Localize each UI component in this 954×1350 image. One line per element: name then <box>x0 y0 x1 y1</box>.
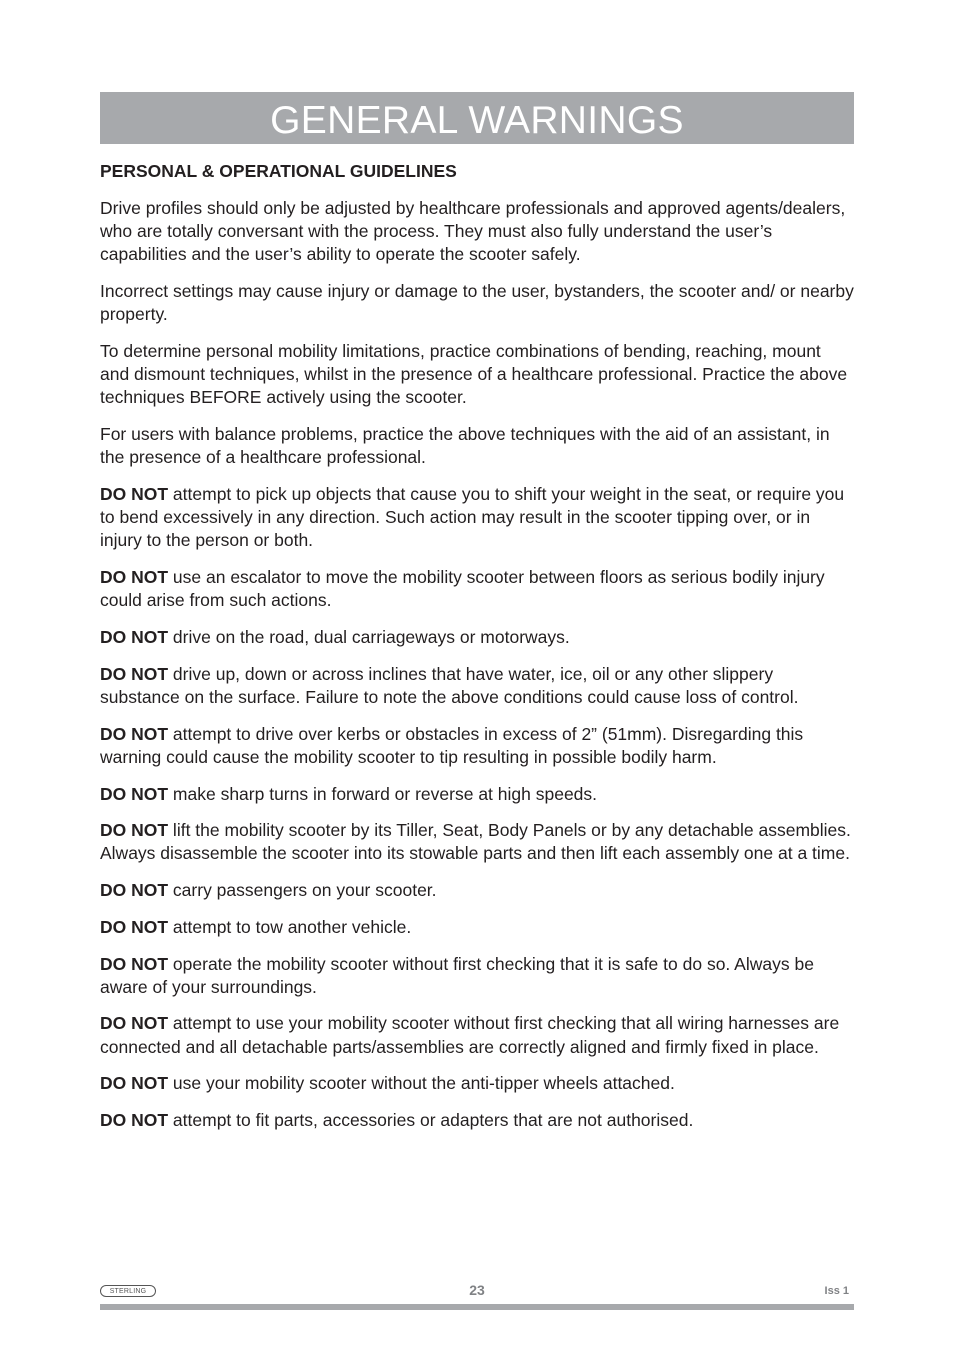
page-number: 23 <box>469 1282 485 1298</box>
warning-prefix: DO NOT <box>100 1013 169 1034</box>
warning-prefix: DO NOT <box>100 1110 169 1131</box>
title-banner <box>100 92 854 144</box>
warning-item <box>100 916 854 939</box>
warning-prefix: DO NOT <box>100 916 169 937</box>
warning-item <box>100 663 854 709</box>
warning-item <box>100 879 854 902</box>
warning-text: use an escalator to move the mobility scooter between floors as serious bodily injury could arise from such actions. <box>100 567 825 611</box>
warning-prefix: DO NOT <box>100 484 169 505</box>
warning-text: attempt to drive over kerbs or obstacles in excess of 2” (51mm). Disregarding this warning could cause the mobility scooter to tip resulting in possible bodily harm. <box>100 723 804 767</box>
warning-text: attempt to use your mobility scooter without first checking that all wiring harnesses are connected and all detachable parts/assemblies are correctly aligned and firmly fixed in place. <box>100 1013 840 1057</box>
warning-prefix: DO NOT <box>100 627 169 648</box>
warning-text: attempt to fit parts, accessories or adapters that are not authorised. <box>168 1110 694 1131</box>
warning-item <box>100 1072 854 1095</box>
footer-divider <box>100 1304 854 1310</box>
warning-text: drive up, down or across inclines that have water, ice, oil or any other slippery substance on the surface. Failure to note the above conditions could cause loss of control. <box>100 663 799 707</box>
warning-text: attempt to pick up objects that cause you to shift your weight in the seat, or require you to bend excessively in any direction. Such action may result in the scooter tipping over, or in injury to the person or both. <box>100 484 845 551</box>
intro-paragraph: To determine personal mobility limitations, practice combinations of bending, reaching, mount and dismount techniques, whilst in the presence of a healthcare professional. Practice the above techniques BEFORE actively using the scooter. <box>100 341 848 408</box>
section-heading: PERSONAL & OPERATIONAL GUIDELINES <box>100 161 457 181</box>
warning-prefix: DO NOT <box>100 567 169 588</box>
sterling-logo <box>100 1285 156 1297</box>
warning-prefix: DO NOT <box>100 953 169 974</box>
warning-text: carry passengers on your scooter. <box>168 880 437 901</box>
warning-text: use your mobility scooter without the anti-tipper wheels attached. <box>168 1073 675 1094</box>
warning-text: operate the mobility scooter without first checking that it is safe to do so. Always be aware of your surroundings. <box>100 953 814 997</box>
intro-paragraph: Drive profiles should only be adjusted by healthcare professionals and approved agents/dealers, who are totally conversant with the process. They must also fully understand the user’s capabilities and the user’s ability to operate the scooter safely. <box>100 198 846 265</box>
warning-text: attempt to tow another vehicle. <box>168 916 412 937</box>
warning-item <box>100 1109 854 1132</box>
issue-label: Iss 1 <box>824 1285 849 1297</box>
logo-text: STERLING <box>109 1287 147 1295</box>
warning-prefix: DO NOT <box>100 723 169 744</box>
warning-item <box>100 483 854 553</box>
intro-paragraph: Incorrect settings may cause injury or damage to the user, bystanders, the scooter and/ or nearby property. <box>100 281 854 325</box>
warning-prefix: DO NOT <box>100 820 169 841</box>
warning-item <box>100 819 854 865</box>
page-title: GENERAL WARNINGS <box>270 98 684 142</box>
warning-item <box>100 566 854 612</box>
warning-item <box>100 953 854 999</box>
warning-prefix: DO NOT <box>100 880 169 901</box>
warning-text: lift the mobility scooter by its Tiller, Seat, Body Panels or by any detachable assemblies. Always disassemble the scooter into its stowable parts and then lift each assembly one at a time. <box>100 820 851 864</box>
warning-item <box>100 1012 854 1058</box>
warning-prefix: DO NOT <box>100 1073 169 1094</box>
main-content <box>100 160 854 1146</box>
warning-item <box>100 783 854 806</box>
warning-prefix: DO NOT <box>100 783 169 804</box>
warning-prefix: DO NOT <box>100 663 169 684</box>
warning-text: make sharp turns in forward or reverse at high speeds. <box>168 783 598 804</box>
warning-item <box>100 723 854 769</box>
warning-item <box>100 626 854 649</box>
warning-text: drive on the road, dual carriageways or motorways. <box>168 627 570 648</box>
intro-paragraph: For users with balance problems, practice the above techniques with the aid of an assistant, in the presence of a healthcare professional. <box>100 424 830 468</box>
